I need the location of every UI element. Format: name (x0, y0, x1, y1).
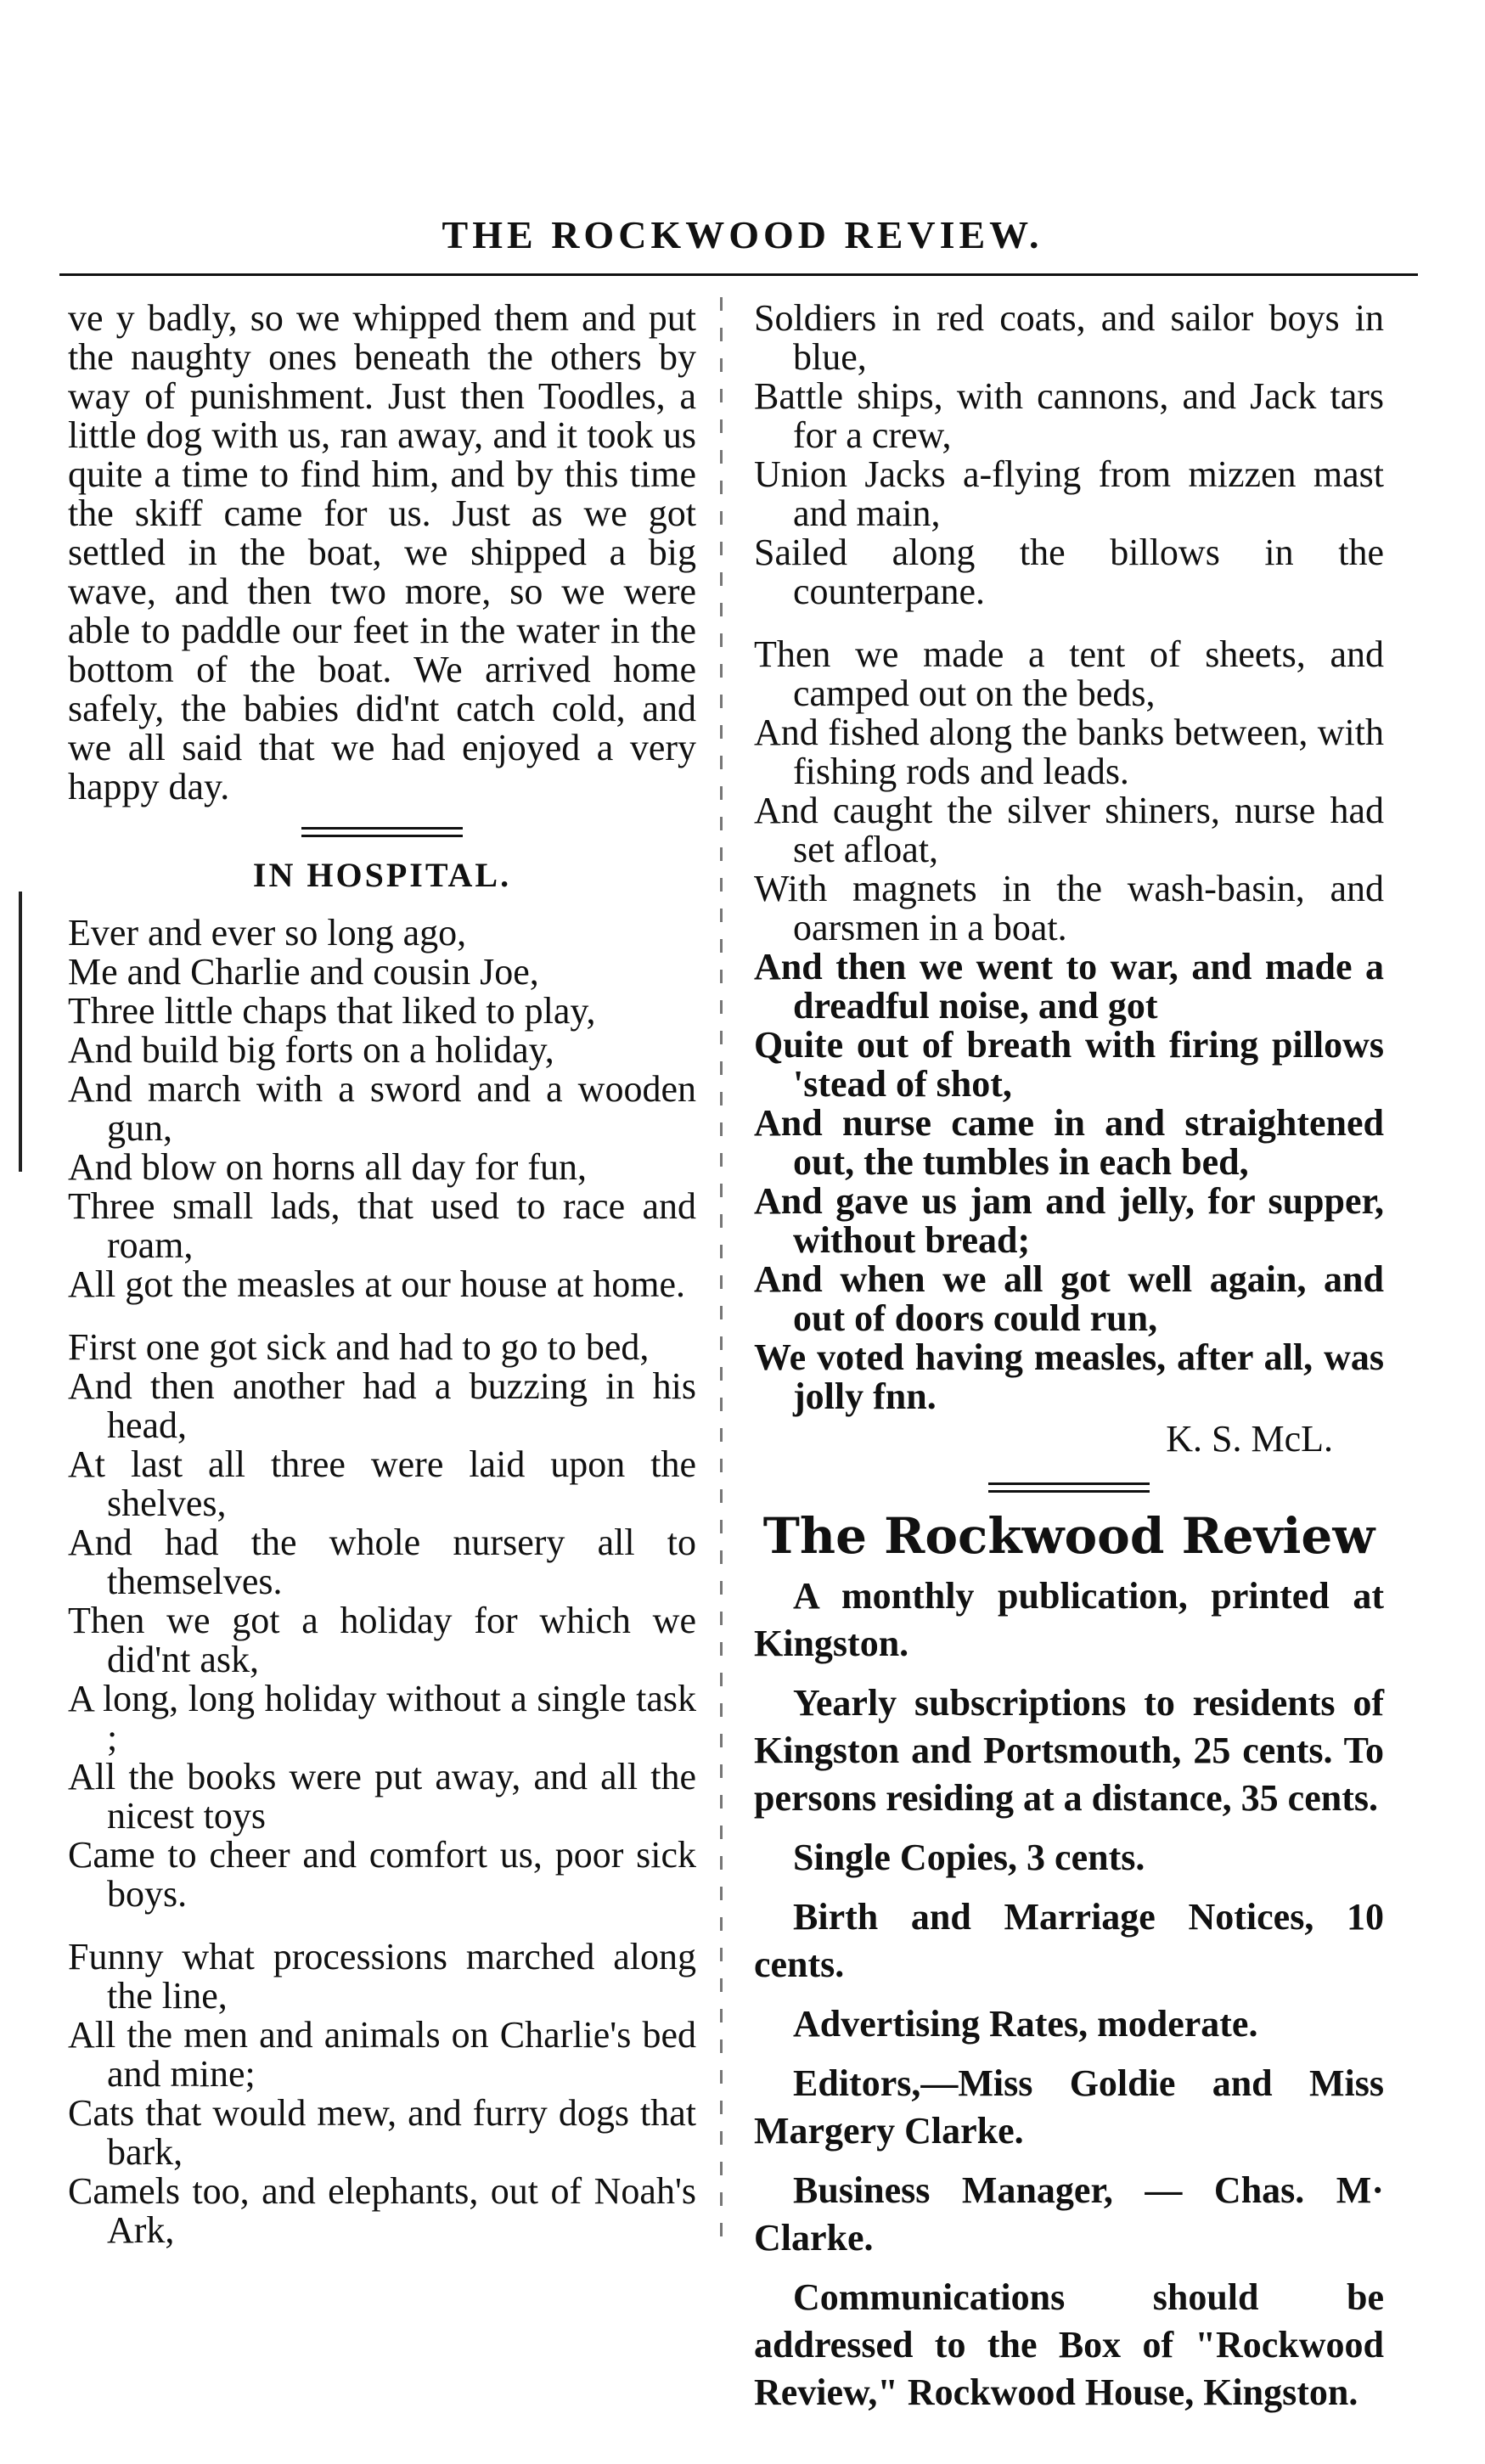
poem-line: And build big forts on a holiday, (68, 1029, 554, 1071)
publication-info (754, 1572, 1384, 2416)
poem-line: And blow on horns all day for fun, (68, 1146, 588, 1188)
poem-line: Cats that would mew, and furry dogs that bark, (68, 2092, 696, 2173)
story-paragraph: ve y badly, so we whipped them and put the naughty ones beneath the others by way of punishment. Just then Toodles, a little dog with us, ran away, and it took us quite a time to find him, and by this time the skiff came for us. Just as we got settled in the boat, we shipped a big wave, and then two more, so we were able to paddle our feet in the water in the bottom of the boat. We arrived home safely, the babies did'nt catch cold, and we all said that we had enjoyed a very happy day. (68, 297, 696, 807)
poem-line: Came to cheer and comfort us, poor sick boys. (68, 1834, 696, 1915)
info-notices: Birth and Marriage Notices, 10 cents. (754, 1896, 1384, 1985)
poem-line: All got the measles at our house at home. (68, 1263, 686, 1305)
poem-line: At last all three were laid upon the shelves, (68, 1443, 696, 1524)
poem-line: All the men and animals on Charlie's bed and mine; (68, 2014, 696, 2095)
poem-line: And caught the silver shiners, nurse had set afloat, (754, 790, 1384, 870)
poem-line: Three little chaps that liked to play, (68, 990, 596, 1032)
poem-line: Funny what processions marched along the line, (68, 1936, 696, 2017)
poem-line: With magnets in the wash-basin, and oarsmen in a boat. (754, 868, 1384, 948)
poem-line: Three small lads, that used to race and roam, (68, 1185, 696, 1266)
poem-line: Then we made a tent of sheets, and camped out on the beds, (754, 633, 1384, 714)
section-divider (988, 1482, 1150, 1493)
info-business-manager: Business Manager, — Chas. M· Clarke. (754, 2169, 1384, 2259)
poem-line: A long, long holiday without a single task ; (68, 1678, 696, 1758)
header-rule (59, 273, 1418, 276)
poem-line: And nurse came in and straightened out, the tumbles in each bed, (754, 1102, 1384, 1183)
info-subscriptions: Yearly subscriptions to residents of Kingston and Portsmouth, 25 cents. To persons residing at a distance, 35 cents. (754, 1682, 1384, 1819)
poem-line: And fished along the banks between, with fishing rods and leads. (754, 712, 1384, 792)
publication-masthead: The Rockwood Review (762, 1507, 1375, 1565)
poem-line: And gave us jam and jelly, for supper, without bread; (754, 1180, 1384, 1261)
right-column (754, 299, 1384, 2428)
poem-stanza-3 (68, 1938, 696, 2250)
info-single-copies: Single Copies, 3 cents. (793, 1837, 1145, 1878)
poem-line: All the books were put away, and all the nicest toys (68, 1756, 696, 1837)
poem-stanza-2 (68, 1328, 696, 1914)
poem-line: First one got sick and had to go to bed, (68, 1326, 650, 1368)
poem-line: We voted having measles, after all, was jolly fnn. (754, 1336, 1384, 1417)
info-description: A monthly publication, printed at Kingston. (754, 1575, 1384, 1664)
poem-line: Sailed along the billows in the counterpane. (754, 532, 1384, 612)
poem-stanza-5 (754, 635, 1384, 1459)
poem-line: Quite out of breath with firing pillows 'stead of shot, (754, 1024, 1384, 1105)
poem-line: Then we got a holiday for which we did'nt ask, (68, 1600, 696, 1680)
poem-line: Ever and ever so long ago, (68, 912, 467, 954)
info-editors: Editors,—Miss Goldie and Miss Margery Clarke. (754, 2062, 1384, 2152)
poem-line: And march with a sword and a wooden gun, (68, 1068, 696, 1149)
poem-line: Camels too, and elephants, out of Noah's Ark, (68, 2170, 696, 2251)
section-divider (301, 827, 463, 837)
margin-mark (19, 892, 22, 1172)
left-column (68, 299, 696, 2274)
column-divider (720, 297, 723, 2250)
info-advertising: Advertising Rates, moderate. (793, 2003, 1258, 2045)
poem-title: IN HOSPITAL. (252, 856, 512, 894)
running-header: THE ROCKWOOD REVIEW. (442, 213, 1043, 256)
info-communications: Communications should be addressed to the Box of "Rockwood Review," Rockwood House, Kingston. (754, 2276, 1384, 2413)
poem-line: Battle ships, with cannons, and Jack tars for a crew, (754, 375, 1384, 456)
poem-stanza-4 (754, 299, 1384, 611)
poem-line: And when we all got well again, and out of doors could run, (754, 1258, 1384, 1339)
poem-line: And had the whole nursery all to themselves. (68, 1522, 696, 1602)
poem-line: Soldiers in red coats, and sailor boys in blue, (754, 297, 1384, 378)
poem-signature: K. S. McL. (1166, 1418, 1333, 1460)
poem-line: Union Jacks a-flying from mizzen mast and main, (754, 453, 1384, 534)
poem-line: And then another had a buzzing in his head, (68, 1365, 696, 1446)
poem-line: Me and Charlie and cousin Joe, (68, 951, 539, 993)
poem-stanza-1 (68, 914, 696, 1304)
poem-line: And then we went to war, and made a dreadful noise, and got (754, 946, 1384, 1027)
